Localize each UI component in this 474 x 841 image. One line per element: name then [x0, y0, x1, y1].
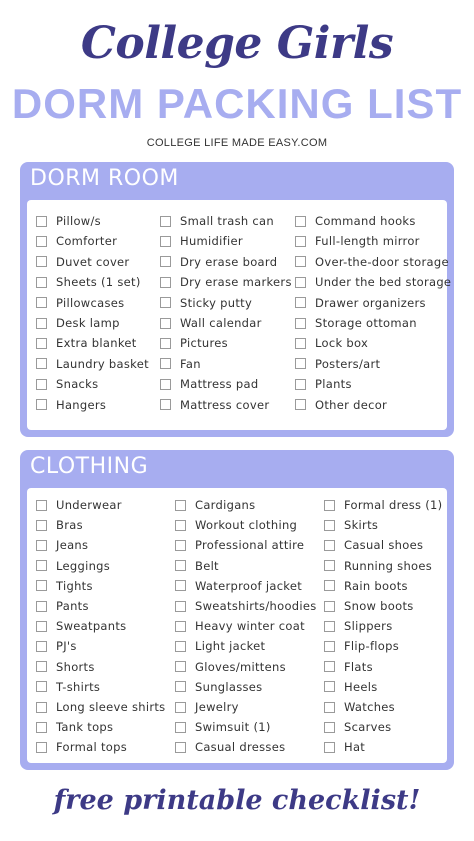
checklist-item[interactable]	[324, 698, 395, 716]
checkbox[interactable]	[175, 601, 186, 612]
checklist-item[interactable]	[324, 658, 373, 676]
dorm-room-list	[27, 200, 452, 430]
checklist-item[interactable]	[175, 637, 265, 655]
checkbox[interactable]	[175, 742, 186, 753]
checklist-item[interactable]	[160, 355, 201, 373]
section-title-clothing: CLOTHING	[30, 454, 149, 479]
checklist-item-label: Bras	[56, 518, 83, 533]
checklist-item[interactable]	[36, 212, 101, 230]
checklist-item-label: Pictures	[180, 336, 228, 351]
checkbox[interactable]	[175, 560, 186, 571]
checklist-item-label: Watches	[344, 700, 395, 714]
checklist-item-label: Full-length mirror	[315, 234, 420, 249]
checklist-item[interactable]	[175, 557, 219, 575]
checkbox[interactable]	[324, 580, 335, 591]
checklist-item-label: Storage ottoman	[315, 316, 417, 330]
checklist-item-label: Extra blanket	[56, 336, 137, 351]
page-title: DORM PACKING LIST	[11, 80, 463, 127]
checklist-item-label: Formal tops	[56, 740, 128, 755]
checklist-item-label: Slippers	[344, 619, 393, 634]
checklist-item-label: Gloves/mittens	[195, 659, 286, 674]
checklist-item[interactable]	[160, 273, 292, 291]
checklist-item[interactable]	[160, 396, 269, 414]
checkbox[interactable]	[324, 742, 335, 753]
checklist-item[interactable]	[36, 516, 83, 534]
checklist-item-label: Sweatpants	[56, 619, 127, 634]
checklist-item-label: Long sleeve shirts	[56, 700, 166, 714]
checklist-item-label: T-shirts	[56, 679, 101, 694]
checklist-item[interactable]	[160, 253, 277, 271]
checklist-item-label: Swimsuit (1)	[195, 720, 271, 735]
checklist-item[interactable]	[160, 294, 252, 312]
checklist-item[interactable]	[36, 738, 127, 756]
checklist-item-label: Sheets (1 set)	[56, 275, 141, 290]
checkbox[interactable]	[36, 580, 47, 591]
checklist-item[interactable]	[175, 718, 271, 736]
checkbox[interactable]	[295, 358, 306, 369]
checklist-item-label: Heavy winter coat	[195, 619, 305, 634]
checklist-item[interactable]	[36, 718, 113, 736]
checklist-item[interactable]	[295, 232, 420, 250]
checklist-item[interactable]	[175, 496, 255, 514]
checklist-item-label: Jeans	[56, 538, 89, 553]
checklist-item-label: Professional attire	[195, 538, 305, 553]
checklist-item-label: Skirts	[344, 518, 379, 533]
checklist-item-label: Belt	[195, 558, 219, 573]
checklist-item-label: Workout clothing	[195, 518, 298, 533]
checklist-item-label: Other decor	[315, 397, 388, 412]
checklist-item-label: Light jacket	[195, 639, 266, 654]
checkbox[interactable]	[36, 681, 47, 692]
checkbox[interactable]	[324, 661, 335, 672]
checklist-item-label: Scarves	[344, 720, 392, 735]
checklist-item-label: Desk lamp	[56, 316, 120, 330]
checkbox[interactable]	[324, 520, 335, 531]
checkbox[interactable]	[160, 338, 171, 349]
checkbox[interactable]	[175, 621, 186, 632]
checkbox[interactable]	[175, 500, 186, 511]
checklist-item-label: Tank tops	[56, 720, 114, 735]
checkbox[interactable]	[324, 601, 335, 612]
checklist-item-label: Wall calendar	[180, 316, 262, 330]
checklist-item-label: Running shoes	[344, 558, 433, 573]
checklist-item[interactable]	[160, 232, 243, 250]
checklist-item-label: Sweatshirts/hoodies	[195, 599, 317, 613]
checklist-item-label: Shorts	[56, 659, 95, 674]
checkbox[interactable]	[175, 702, 186, 713]
checkbox[interactable]	[36, 338, 47, 349]
checklist-item-label: Comforter	[56, 234, 118, 249]
checklist-item[interactable]	[175, 597, 317, 615]
checklist-item-label: Snacks	[56, 377, 99, 392]
checkbox[interactable]	[324, 621, 335, 632]
checklist-item[interactable]	[36, 557, 110, 575]
checklist-item-label: Fan	[180, 356, 201, 371]
checkbox[interactable]	[160, 256, 171, 267]
checklist-item[interactable]	[295, 253, 449, 271]
checkbox[interactable]	[36, 277, 47, 288]
checklist-item[interactable]	[36, 314, 120, 332]
checklist-item-label: Jewelry	[195, 700, 239, 714]
clothing-section	[20, 450, 454, 770]
checklist-item[interactable]	[295, 355, 380, 373]
checklist-item[interactable]	[295, 314, 417, 332]
checklist-item-label: Heels	[344, 679, 378, 694]
checklist-item[interactable]	[324, 496, 442, 514]
checklist-item[interactable]	[36, 536, 88, 554]
script-title: College Girls	[80, 18, 394, 69]
checklist-item-label: Drawer organizers	[315, 295, 426, 310]
checklist-item[interactable]	[36, 253, 129, 271]
checkbox[interactable]	[36, 560, 47, 571]
checklist-item[interactable]	[175, 738, 285, 756]
checklist-item-label: Sunglasses	[195, 679, 263, 694]
checklist-item[interactable]	[175, 698, 239, 716]
checklist-item-label: Mattress pad	[180, 377, 259, 392]
checklist-item[interactable]	[324, 557, 432, 575]
checkbox[interactable]	[295, 297, 306, 308]
checklist-item-label: Posters/art	[315, 356, 381, 371]
checkbox[interactable]	[36, 236, 47, 247]
checkbox[interactable]	[324, 500, 335, 511]
checkbox[interactable]	[36, 601, 47, 612]
checklist-item-label: Cardigans	[195, 498, 256, 512]
checklist-item-label: Formal dress (1)	[344, 498, 443, 512]
checklist-item[interactable]	[324, 718, 391, 736]
checkbox[interactable]	[295, 338, 306, 349]
checkbox[interactable]	[295, 236, 306, 247]
checklist-item[interactable]	[175, 617, 305, 635]
checkbox[interactable]	[36, 742, 47, 753]
checklist-item[interactable]	[175, 678, 262, 696]
checklist-item[interactable]	[36, 698, 165, 716]
checkbox[interactable]	[175, 681, 186, 692]
checklist-item[interactable]	[324, 678, 377, 696]
checklist-item-label: Pillow/s	[56, 214, 101, 228]
checklist-item-label: Waterproof jacket	[195, 578, 303, 593]
checkbox[interactable]	[36, 520, 47, 531]
checkbox[interactable]	[324, 702, 335, 713]
checklist-item-label: Hat	[344, 740, 366, 755]
checklist-item[interactable]	[36, 577, 93, 595]
checkbox[interactable]	[175, 540, 186, 551]
checkbox[interactable]	[36, 641, 47, 652]
checklist-item[interactable]	[36, 355, 149, 373]
checkbox[interactable]	[175, 520, 186, 531]
checkbox[interactable]	[36, 500, 47, 511]
checkbox[interactable]	[36, 540, 47, 551]
checklist-item-label: Tights	[56, 578, 93, 593]
checklist-item-label: Leggings	[56, 558, 111, 573]
checklist-item[interactable]	[324, 597, 414, 615]
checkbox[interactable]	[36, 621, 47, 632]
checklist-item[interactable]	[36, 294, 124, 312]
checklist-item-label: Sticky putty	[180, 295, 253, 310]
checkbox[interactable]	[160, 297, 171, 308]
checklist-item[interactable]	[36, 375, 98, 393]
checkbox[interactable]	[160, 216, 171, 227]
checklist-item[interactable]	[324, 536, 423, 554]
checklist-item[interactable]	[36, 232, 117, 250]
checklist-item[interactable]	[175, 516, 297, 534]
checklist-item[interactable]	[160, 375, 258, 393]
checklist-item-label: Pillowcases	[56, 295, 125, 310]
checklist-item[interactable]	[160, 334, 228, 352]
checklist-item[interactable]	[36, 597, 89, 615]
checkbox[interactable]	[324, 681, 335, 692]
checklist-item-label: Small trash can	[180, 214, 274, 228]
checkbox[interactable]	[295, 399, 306, 410]
checklist-item-label: Mattress cover	[180, 397, 270, 412]
checklist-item[interactable]	[324, 617, 392, 635]
checkbox[interactable]	[160, 236, 171, 247]
checklist-item[interactable]	[175, 536, 304, 554]
checkbox[interactable]	[36, 358, 47, 369]
checkbox[interactable]	[36, 256, 47, 267]
checklist-item[interactable]	[324, 637, 399, 655]
checklist-item-label: Laundry basket	[56, 356, 149, 371]
checklist-item-label: Flats	[344, 659, 373, 674]
checkbox[interactable]	[36, 318, 47, 329]
checklist-item-label: Dry erase markers	[180, 275, 292, 290]
checkbox[interactable]	[175, 722, 186, 733]
checkbox[interactable]	[36, 702, 47, 713]
checkbox[interactable]	[36, 297, 47, 308]
checklist-item-label: Underwear	[56, 498, 122, 512]
checklist-item[interactable]	[295, 273, 451, 291]
checklist-item-label: PJ's	[56, 639, 77, 654]
checklist-item[interactable]	[295, 212, 416, 230]
tagline: COLLEGE LIFE MADE EASY.COM	[146, 137, 328, 149]
checklist-item-label: Casual dresses	[195, 740, 286, 755]
checklist-item-label: Duvet cover	[56, 254, 130, 269]
checkbox[interactable]	[36, 399, 47, 410]
checkbox[interactable]	[324, 540, 335, 551]
checkbox[interactable]	[160, 318, 171, 329]
dorm-room-section	[20, 162, 454, 437]
checkbox[interactable]	[160, 379, 171, 390]
checklist-item-label: Under the bed storage	[315, 275, 452, 290]
checklist-item[interactable]	[36, 496, 122, 514]
checklist-item[interactable]	[295, 375, 352, 393]
checkbox[interactable]	[160, 277, 171, 288]
checkbox[interactable]	[295, 216, 306, 227]
checkbox[interactable]	[295, 256, 306, 267]
checkbox[interactable]	[175, 661, 186, 672]
checklist-item[interactable]	[36, 637, 77, 655]
checklist-item-label: Pants	[56, 599, 89, 613]
checklist-item-label: Lock box	[315, 336, 369, 351]
checklist-item[interactable]	[324, 738, 365, 756]
checklist-item[interactable]	[324, 577, 408, 595]
checklist-item-label: Snow boots	[344, 599, 414, 613]
checkbox[interactable]	[36, 379, 47, 390]
checkbox[interactable]	[36, 661, 47, 672]
checklist-item[interactable]	[160, 212, 274, 230]
checkbox[interactable]	[175, 641, 186, 652]
section-title-dorm-room: DORM ROOM	[30, 166, 179, 191]
checklist-item[interactable]	[175, 577, 302, 595]
checkbox[interactable]	[295, 277, 306, 288]
checkbox[interactable]	[36, 722, 47, 733]
checklist-item-label: Over-the-door storage	[315, 254, 449, 269]
checklist-item[interactable]	[36, 334, 137, 352]
checklist-item[interactable]	[36, 617, 126, 635]
checklist-item[interactable]	[175, 658, 286, 676]
checklist-item[interactable]	[324, 516, 378, 534]
checklist-item-label: Command hooks	[315, 214, 416, 228]
checklist-item[interactable]	[295, 294, 426, 312]
checklist-item[interactable]	[160, 314, 262, 332]
checklist-item[interactable]	[295, 396, 387, 414]
checklist-item[interactable]	[36, 396, 106, 414]
checklist-item[interactable]	[36, 658, 95, 676]
checkbox[interactable]	[324, 641, 335, 652]
checklist-item-label: Dry erase board	[180, 254, 278, 269]
checkbox[interactable]	[295, 318, 306, 329]
checkbox[interactable]	[295, 379, 306, 390]
checklist-item[interactable]	[295, 334, 368, 352]
footer-tagline: free printable checklist!	[53, 785, 421, 816]
checkbox[interactable]	[160, 358, 171, 369]
clothing-list	[27, 488, 447, 763]
checkbox[interactable]	[324, 560, 335, 571]
checklist-item[interactable]	[36, 273, 141, 291]
checklist-item-label: Rain boots	[344, 578, 408, 593]
checkbox[interactable]	[36, 216, 47, 227]
checkbox[interactable]	[175, 580, 186, 591]
checklist-item-label: Plants	[315, 377, 352, 392]
checklist-item-label: Hangers	[56, 397, 107, 412]
checkbox[interactable]	[324, 722, 335, 733]
checklist-item-label: Flip-flops	[344, 639, 400, 654]
checklist-item-label: Humidifier	[180, 234, 243, 249]
checklist-item[interactable]	[36, 678, 100, 696]
checklist-item-label: Casual shoes	[344, 538, 424, 553]
checkbox[interactable]	[160, 399, 171, 410]
